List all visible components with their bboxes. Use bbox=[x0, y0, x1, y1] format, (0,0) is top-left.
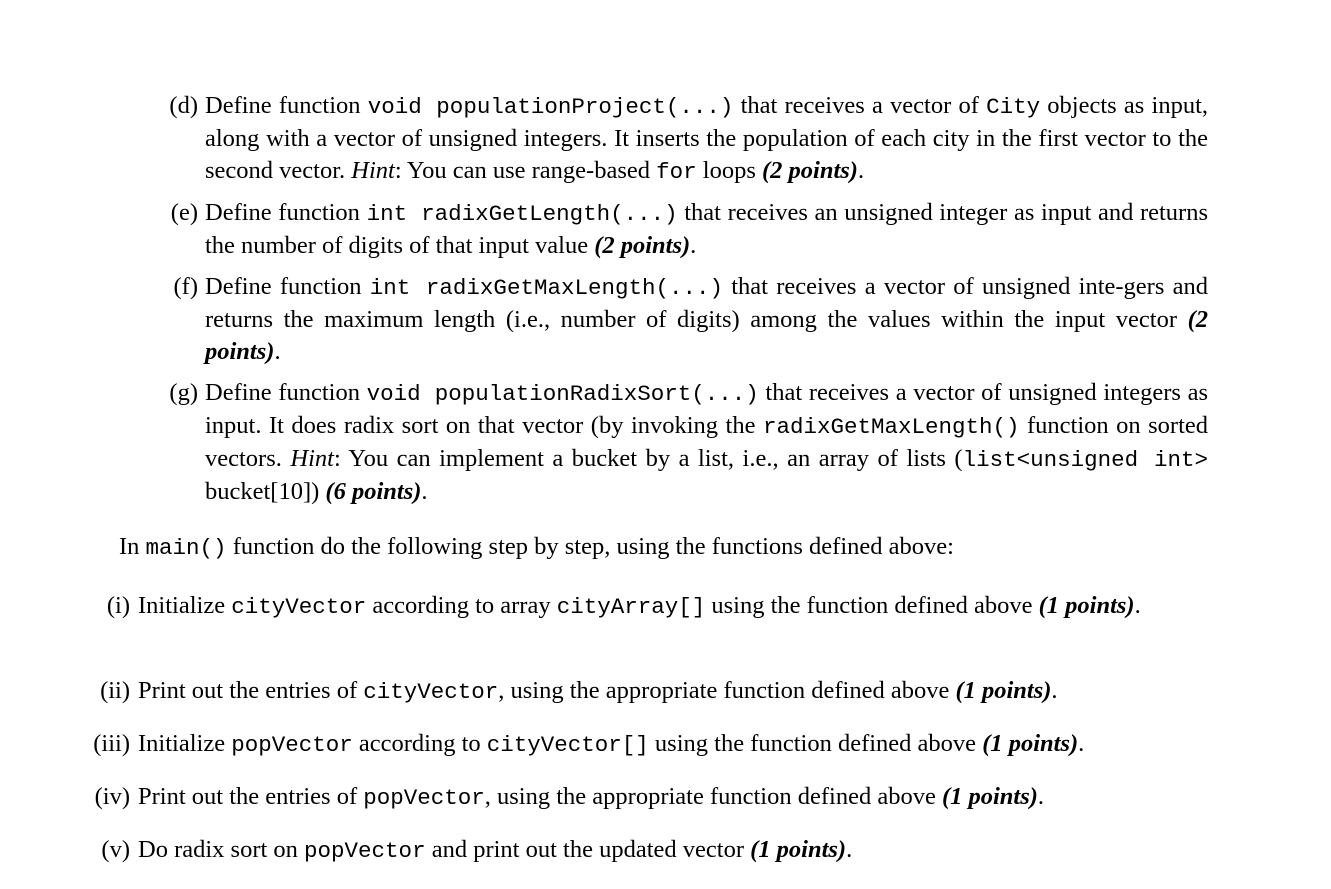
text-run: . bbox=[1134, 592, 1141, 619]
hint-label: Hint bbox=[290, 445, 334, 472]
code-populationRadixSort: void populationRadixSort(...) bbox=[366, 381, 759, 407]
step-iv-label: (iv) bbox=[94, 783, 130, 810]
code-popVector: popVector bbox=[363, 785, 485, 811]
points-label: (1 points) bbox=[982, 730, 1079, 757]
text-run: loops bbox=[696, 157, 762, 184]
text-run: according to bbox=[352, 730, 487, 757]
step-v-text bbox=[138, 834, 1208, 867]
item-g-text bbox=[205, 377, 1208, 508]
text-run: that receives an unsigned integer as input and returns the number of digits of that input value bbox=[205, 199, 1209, 259]
text-run: . bbox=[1051, 677, 1058, 704]
text-run: using the function defined above bbox=[648, 730, 983, 757]
step-iii-label: (iii) bbox=[93, 730, 130, 757]
text-run: . bbox=[274, 338, 281, 365]
code-radixGetMaxLength: int radixGetMaxLength(...) bbox=[369, 275, 723, 301]
text-run: that receives a vector of bbox=[733, 92, 987, 119]
text-run: . bbox=[857, 157, 865, 184]
text-run: : You can implement a bucket by a list, i.e., an array of lists ( bbox=[333, 445, 963, 472]
code-City: City bbox=[986, 94, 1041, 120]
text-run: Print out the entries of bbox=[138, 783, 364, 810]
code-list-type: list<unsigned int> bbox=[962, 447, 1209, 473]
code-popVector: popVector bbox=[304, 838, 426, 864]
points-label: (1 points) bbox=[750, 836, 847, 863]
text-run: and print out the updated vector bbox=[425, 836, 751, 863]
points-label: (6 points) bbox=[325, 478, 422, 505]
item-d-label: (d) bbox=[169, 92, 198, 119]
points-label: (1 points) bbox=[941, 783, 1038, 810]
text-run: Initialize bbox=[138, 592, 232, 619]
points-label: (2 points) bbox=[594, 232, 691, 259]
text-run: Define function bbox=[205, 92, 368, 119]
text-run: Define function bbox=[205, 379, 367, 406]
step-v-label: (v) bbox=[101, 836, 130, 863]
points-label: (1 points) bbox=[1038, 592, 1135, 619]
code-cityVector: cityVector bbox=[363, 679, 499, 705]
text-run: according to array bbox=[366, 592, 557, 619]
text-run: Define function bbox=[205, 273, 370, 300]
points-label: (2 points) bbox=[205, 306, 1208, 365]
step-i-text bbox=[138, 590, 1208, 623]
code-popVector: popVector bbox=[231, 732, 353, 758]
text-run: . bbox=[1078, 730, 1085, 757]
step-ii-text bbox=[138, 675, 1208, 708]
text-run: function on sorted vectors. bbox=[205, 412, 1208, 472]
text-run: . bbox=[1037, 783, 1045, 810]
text-run: that receives a vector of unsigned integers as input. It does radix sort on that vector (by invoking the bbox=[205, 379, 1208, 439]
text-run: Define function bbox=[205, 199, 367, 226]
text-run: bucket[10]) bbox=[205, 478, 326, 505]
code-radixGetMaxLength-call: radixGetMaxLength() bbox=[762, 414, 1020, 440]
item-e-text bbox=[205, 197, 1208, 262]
text-run: . bbox=[421, 478, 428, 505]
item-d-text bbox=[205, 90, 1208, 188]
text-run: using the function defined above bbox=[705, 592, 1039, 619]
step-ii-label: (ii) bbox=[100, 677, 130, 704]
text-run: , using the appropriate function defined above bbox=[484, 783, 942, 810]
code-main: main() bbox=[145, 535, 227, 561]
text-run: . bbox=[690, 232, 697, 259]
item-f-text bbox=[205, 271, 1208, 368]
text-run: Print out the entries of bbox=[138, 677, 364, 704]
step-iv-text bbox=[138, 781, 1208, 814]
item-e-label: (e) bbox=[170, 199, 198, 226]
code-radixGetLength: int radixGetLength(...) bbox=[366, 201, 678, 227]
code-cityArray: cityArray[] bbox=[556, 594, 706, 620]
points-label: (2 points) bbox=[761, 157, 858, 184]
text-run: Do radix sort on bbox=[138, 836, 305, 863]
item-g-label: (g) bbox=[169, 379, 198, 406]
hint-label: Hint bbox=[351, 157, 395, 184]
text-run: , using the appropriate function defined above bbox=[498, 677, 956, 704]
points-label: (1 points) bbox=[955, 677, 1052, 704]
text-run: Initialize bbox=[138, 730, 232, 757]
code-cityVector-array: cityVector[] bbox=[486, 732, 649, 758]
text-run: In bbox=[119, 533, 146, 560]
step-iii-text bbox=[138, 728, 1208, 761]
text-run: function do the following step by step, using the functions defined above: bbox=[226, 533, 954, 560]
text-run: . bbox=[846, 836, 853, 863]
code-cityVector: cityVector bbox=[231, 594, 367, 620]
text-run: : You can use range-based bbox=[394, 157, 657, 184]
item-f-label: (f) bbox=[173, 273, 198, 300]
main-intro-paragraph bbox=[119, 531, 1219, 564]
step-i-label: (i) bbox=[106, 592, 130, 619]
text-run: objects as input, along with a vector of unsigned integers. It inserts the population of each city in the first vector to the second vector. bbox=[205, 92, 1209, 184]
code-populationProject: void populationProject(...) bbox=[367, 94, 734, 120]
code-for: for bbox=[656, 159, 697, 185]
text-run: that receives a vector of unsigned inte-gers and returns the maximum length (i.e., number of digits) among the values within the input vector bbox=[205, 273, 1208, 333]
